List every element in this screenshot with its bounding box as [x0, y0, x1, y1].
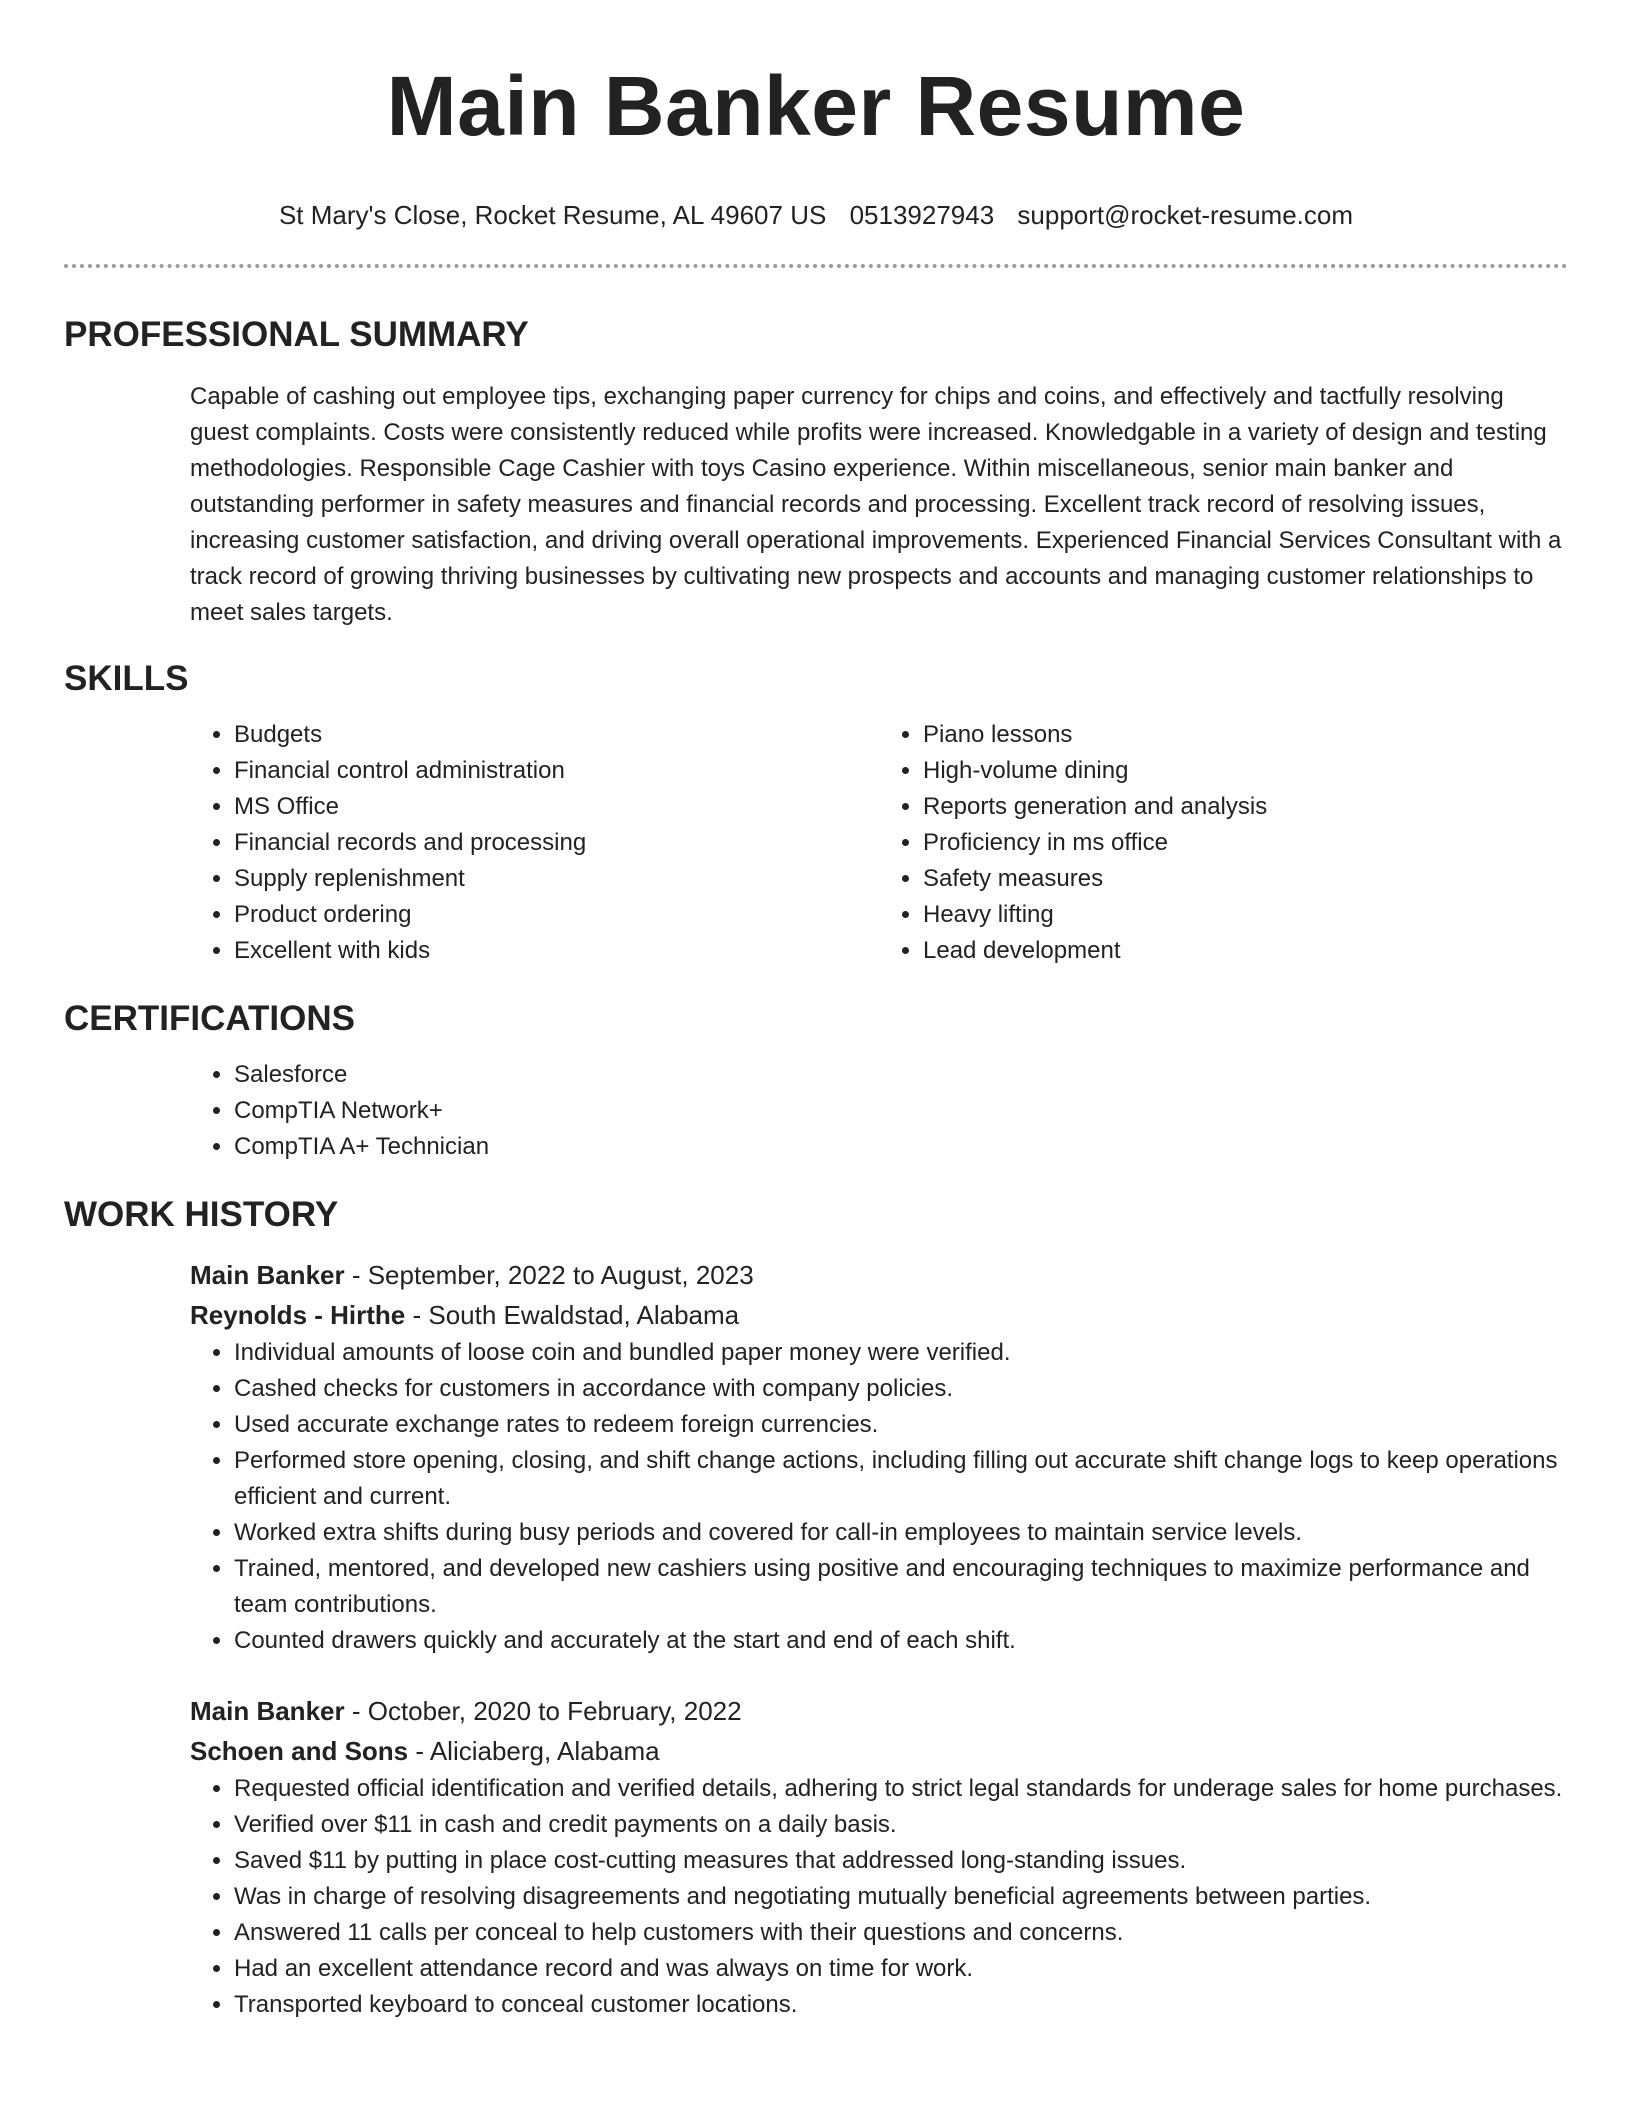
skill-item: • Financial control administration [234, 753, 879, 789]
job-duty: • Answered 11 calls per conceal to help customers with their questions and concerns. [234, 1915, 1568, 1951]
job-duty: • Performed store opening, closing, and shift change actions, including filling out accurate shift change logs to keep operations efficient and current. [234, 1443, 1568, 1515]
resume-title: Main Banker Resume [386, 59, 1246, 153]
skills-section [190, 717, 1568, 969]
job-duty: • Requested official identification and verified details, adhering to strict legal standards for underage sales for home purchases. [234, 1771, 1568, 1807]
job-company-line [190, 1295, 1568, 1335]
job-entry [190, 1255, 1568, 1659]
header-divider [64, 264, 1568, 268]
job-duty: • Worked extra shifts during busy periods and covered for call-in employees to maintain service levels. [234, 1515, 1568, 1551]
skill-item: • Supply replenishment [234, 861, 879, 897]
contact-info [64, 198, 1568, 232]
job-role-line [190, 1255, 1568, 1295]
job-company-line [190, 1731, 1568, 1771]
skill-item: • Safety measures [923, 861, 1568, 897]
job-company: Schoen and Sons [190, 1736, 409, 1766]
summary-text: Capable of cashing out employee tips, exchanging paper currency for chips and coins, and effectively and tactfully resolving guest complaints. Costs were consistently reduced while profits were increased. Knowledgable in a variety of design and testing methodologies. Responsible Cage Cashier with toys Casino experience. Within miscellaneous, senior main banker and outstanding performer in safety measures and financial records and processing. Excellent track record of resolving issues, increasing customer satisfaction, and driving overall operational improvements. Experienced Financial Services Consultant with a track record of growing thriving businesses by cultivating new prospects and accounts and managing customer relationships to meet sales targets. [190, 383, 1562, 626]
contact-phone: 0513927943 [849, 200, 995, 230]
skill-item: • Lead development [923, 933, 1568, 969]
job-role-line [190, 1691, 1568, 1731]
contact-address: St Mary's Close, Rocket Resume, AL 49607 US [278, 200, 827, 230]
skill-item: • Reports generation and analysis [923, 789, 1568, 825]
summary-heading: PROFESSIONAL SUMMARY [64, 315, 529, 354]
job-dates: - September, 2022 to August, 2023 [344, 1260, 754, 1290]
summary-section [190, 379, 1568, 631]
job-duty: • Used accurate exchange rates to redeem foreign currencies. [234, 1407, 1568, 1443]
job-company: Reynolds - Hirthe [190, 1300, 406, 1330]
job-duties [190, 1771, 1568, 2023]
job-duty: • Was in charge of resolving disagreements and negotiating mutually beneficial agreements between parties. [234, 1879, 1568, 1915]
job-role: Main Banker [190, 1260, 345, 1290]
certification-item: • CompTIA Network+ [234, 1093, 1568, 1129]
job-duty: • Had an excellent attendance record and was always on time for work. [234, 1951, 1568, 1987]
skills-heading: SKILLS [64, 659, 189, 698]
certifications-section [190, 1057, 1568, 1165]
job-duty: • Transported keyboard to conceal customer locations. [234, 1987, 1568, 2023]
job-duty: • Individual amounts of loose coin and bundled paper money were verified. [234, 1335, 1568, 1371]
job-dates: - October, 2020 to February, 2022 [344, 1696, 742, 1726]
contact-email: support@rocket-resume.com [1017, 200, 1354, 230]
certifications-list [190, 1057, 1568, 1165]
job-duties [190, 1335, 1568, 1659]
job-duty: • Counted drawers quickly and accurately at the start and end of each shift. [234, 1623, 1568, 1659]
skill-item: • Heavy lifting [923, 897, 1568, 933]
skill-item: • Excellent with kids [234, 933, 879, 969]
certification-item: • CompTIA A+ Technician [234, 1129, 1568, 1165]
skill-item: • Piano lessons [923, 717, 1568, 753]
job-role: Main Banker [190, 1696, 345, 1726]
skill-item: • Proficiency in ms office [923, 825, 1568, 861]
skill-item: • High-volume dining [923, 753, 1568, 789]
skill-item: • MS Office [234, 789, 879, 825]
job-location: - Aliciaberg, Alabama [408, 1736, 660, 1766]
job-duty: • Cashed checks for customers in accordance with company policies. [234, 1371, 1568, 1407]
certifications-heading: CERTIFICATIONS [64, 999, 356, 1038]
job-duty: • Verified over $11 in cash and credit payments on a daily basis. [234, 1807, 1568, 1843]
work-history-heading: WORK HISTORY [64, 1195, 339, 1234]
skill-item: • Budgets [234, 717, 879, 753]
skills-list-right [879, 717, 1568, 969]
skill-item: • Financial records and processing [234, 825, 879, 861]
certification-item: • Salesforce [234, 1057, 1568, 1093]
skill-item: • Product ordering [234, 897, 879, 933]
job-duty: • Saved $11 by putting in place cost-cutting measures that addressed long-standing issues. [234, 1843, 1568, 1879]
skills-list-left [190, 717, 879, 969]
job-duty: • Trained, mentored, and developed new cashiers using positive and encouraging techniques to maximize performance and team contributions. [234, 1551, 1568, 1623]
job-location: - South Ewaldstad, Alabama [405, 1300, 740, 1330]
job-entry [190, 1691, 1568, 2023]
